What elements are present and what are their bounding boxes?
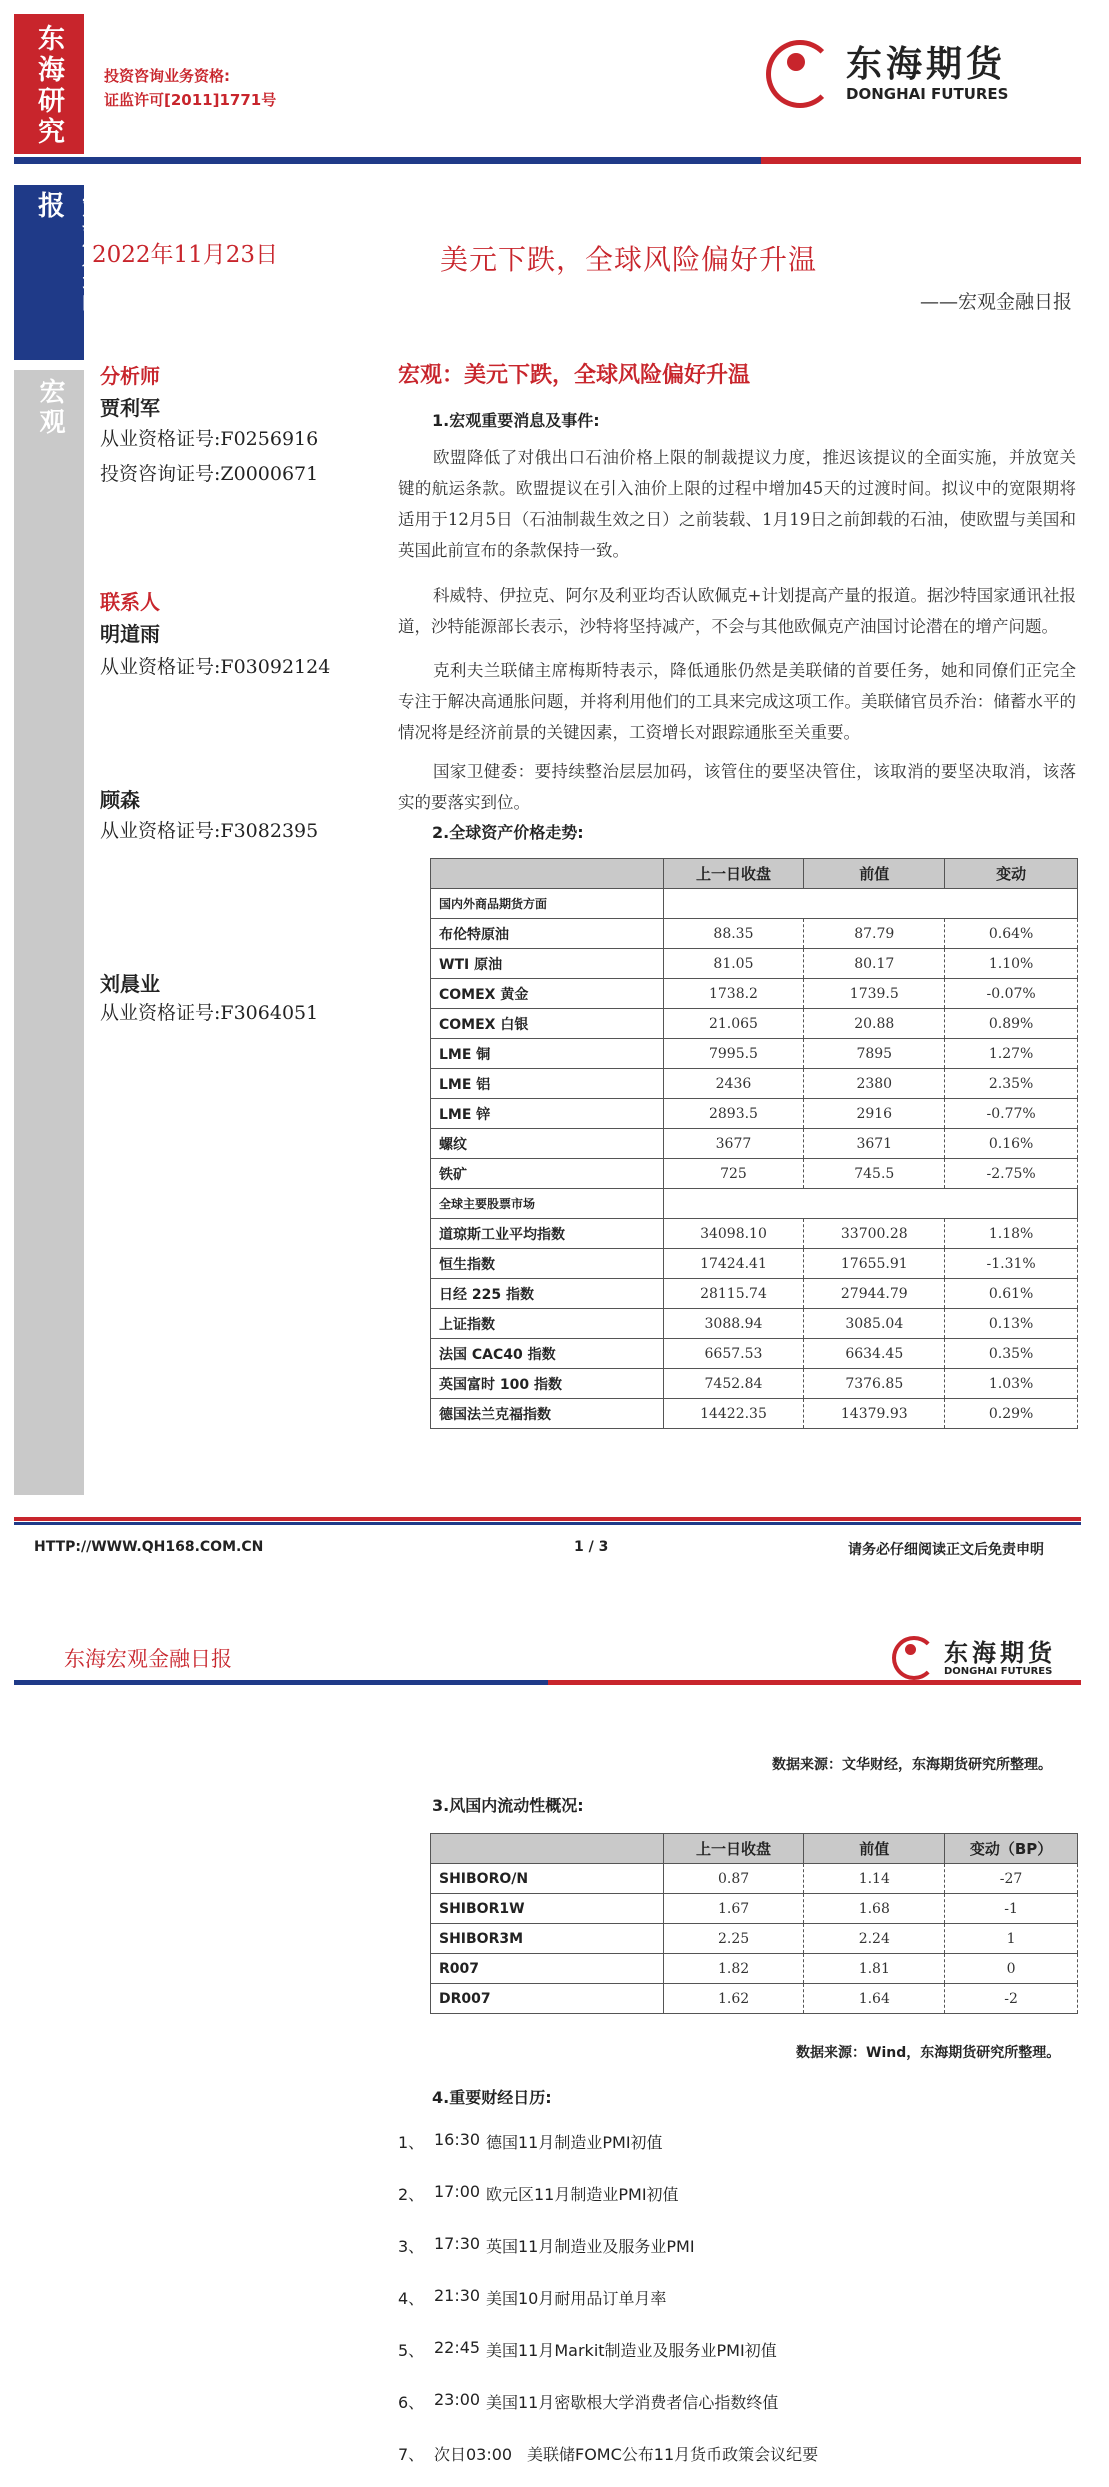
asset-name: LME 锌 [431, 1099, 664, 1129]
table-group-row [431, 1189, 1078, 1219]
calendar-heading: 4.重要财经日历: [432, 2088, 552, 2107]
table-row [431, 1369, 1078, 1399]
column-header [431, 859, 664, 889]
calendar-number: 2、 [398, 2185, 425, 2204]
logo-en: DONGHAI FUTURES [944, 1665, 1053, 1677]
table-row [431, 1279, 1078, 1309]
group-label: 国内外商品期货方面 [431, 889, 664, 919]
column-header: 上一日收盘 [663, 859, 804, 889]
header-stripe [14, 157, 1081, 169]
calendar-time: 次日03:00 [434, 2445, 513, 2464]
column-header [431, 1834, 664, 1864]
table-row [431, 1009, 1078, 1039]
cell-value: 81.05 [663, 949, 804, 979]
table-row [431, 1069, 1078, 1099]
cell-value: 7895 [804, 1039, 945, 1069]
report-type: 宏观金融日报 [33, 191, 108, 346]
analyst-cert1: 从业资格证号:F0256916 [100, 428, 319, 450]
cell-value: 7995.5 [663, 1039, 804, 1069]
liquidity-heading: 3.风国内流动性概况: [432, 1796, 584, 1815]
cell-value: 1.81 [804, 1954, 945, 1984]
cell-value: 3671 [804, 1129, 945, 1159]
calendar-number: 6、 [398, 2393, 425, 2412]
calendar-event: 美国11月Markit制造业及服务业PMI初值 [486, 2341, 777, 2360]
research-label: 东海研究 [33, 24, 64, 148]
cell-value: 2436 [663, 1069, 804, 1099]
qualification-line2: 证监许可[2011]1771号 [104, 91, 277, 109]
table-row [431, 979, 1078, 1009]
cell-value: 14379.93 [804, 1399, 945, 1429]
news-paragraph: 欧盟降低了对俄出口石油价格上限的制裁提议力度，推迟该提议的全面实施，并放宽关键的航运条款。欧盟提议在引入油价上限的过程中增加45天的过渡时间。拟议中的宽限期将适用于12月5日（石油制裁生效之日）之前装载、1月19日之前卸载的石油，使欧盟与美国和英国此前宣布的条款保持一致。 [398, 448, 1076, 560]
report-subtitle: ——宏观金融日报 [920, 291, 1073, 313]
cell-value: 1739.5 [804, 979, 945, 1009]
dragon-logo-icon [892, 1636, 936, 1680]
cell-value: 1738.2 [663, 979, 804, 1009]
calendar-number: 3、 [398, 2237, 425, 2256]
table-row [431, 919, 1078, 949]
asset-name: 铁矿 [431, 1159, 664, 1189]
table-header-row [431, 859, 1078, 889]
cell-value: 33700.28 [804, 1219, 945, 1249]
cell-value: 3677 [663, 1129, 804, 1159]
asset-name: WTI 原油 [431, 949, 664, 979]
cell-value: 745.5 [804, 1159, 945, 1189]
category: 宏观 [35, 378, 65, 438]
cell-value: 2.35% [945, 1069, 1078, 1099]
asset-name: 法国 CAC40 指数 [431, 1339, 664, 1369]
calendar-time: 17:30 [434, 2234, 481, 2253]
cell-value: -1 [945, 1894, 1078, 1924]
cell-value: 1 [945, 1924, 1078, 1954]
research-label-block [14, 14, 84, 154]
page2-logo [892, 1636, 1056, 1680]
cell-value: 20.88 [804, 1009, 945, 1039]
table-header-row [431, 1834, 1078, 1864]
cell-value: 21.065 [663, 1009, 804, 1039]
table-row [431, 1159, 1078, 1189]
cell-value: 87.79 [804, 919, 945, 949]
table-row [431, 1339, 1078, 1369]
cell-value: 2380 [804, 1069, 945, 1099]
contact-name: 顾森 [100, 788, 140, 812]
footer-disclaimer: 请务必仔细阅读正文后免责申明 [848, 1542, 1044, 1558]
cell-value: -27 [945, 1864, 1078, 1894]
table-group-row [431, 889, 1078, 919]
category-block [14, 370, 84, 1495]
cell-value: 0 [945, 1954, 1078, 1984]
contact-cert: 从业资格证号:F03092124 [100, 656, 331, 678]
contact-cert: 从业资格证号:F3064051 [100, 1002, 319, 1024]
table-row [431, 1219, 1078, 1249]
cell-value: 725 [663, 1159, 804, 1189]
cell-value: 28115.74 [663, 1279, 804, 1309]
contact-name: 明道雨 [100, 622, 160, 646]
cell-value: 1.03% [945, 1369, 1078, 1399]
rate-name: R007 [431, 1954, 664, 1984]
cell-value: 34098.10 [663, 1219, 804, 1249]
page-number: 1 / 3 [574, 1539, 609, 1555]
table-row [431, 949, 1078, 979]
cell-value: 0.87 [663, 1864, 804, 1894]
asset-name: 上证指数 [431, 1309, 664, 1339]
table-row [431, 1249, 1078, 1279]
price-table-body [431, 859, 1078, 1429]
cell-value: 2893.5 [663, 1099, 804, 1129]
cell-value: 17655.91 [804, 1249, 945, 1279]
table-row [431, 1099, 1078, 1129]
table-row [431, 1039, 1078, 1069]
cell-value: 27944.79 [804, 1279, 945, 1309]
calendar-number: 5、 [398, 2341, 425, 2360]
asset-name: LME 铜 [431, 1039, 664, 1069]
cell-value: 6634.45 [804, 1339, 945, 1369]
cell-value: -1.31% [945, 1249, 1078, 1279]
report-type-block [14, 185, 108, 360]
calendar-time: 16:30 [434, 2130, 481, 2149]
table-row [431, 1954, 1078, 1984]
cell-value: 2916 [804, 1099, 945, 1129]
column-header: 前值 [804, 859, 945, 889]
price-table [430, 858, 1078, 1429]
calendar-event: 美联储FOMC公布11月货币政策会议纪要 [527, 2445, 819, 2464]
cell-value: 0.89% [945, 1009, 1078, 1039]
cell-value: 1.68 [804, 1894, 945, 1924]
cell-value: 1.62 [663, 1984, 804, 2014]
section-title: 宏观：美元下跌，全球风险偏好升温 [398, 362, 751, 388]
group-label: 全球主要股票市场 [431, 1189, 664, 1219]
cell-value: 1.10% [945, 949, 1078, 979]
news-paragraph: 克利夫兰联储主席梅斯特表示，降低通胀仍然是美联储的首要任务，她和同僚们正完全专注于解决高通胀问题，并将利用他们的工具来完成这项工作。美联储官员乔治：储蓄水平的情况将是经济前景的关键因素，工资增长对跟踪通胀至关重要。 [398, 661, 1076, 742]
report-title: 美元下跌，全球风险偏好升温 [440, 243, 818, 276]
asset-name: 恒生指数 [431, 1249, 664, 1279]
asset-name: LME 铝 [431, 1069, 664, 1099]
cell-value: 80.17 [804, 949, 945, 979]
calendar-event: 美国11月密歇根大学消费者信心指数终值 [486, 2393, 779, 2412]
column-header: 变动 [945, 859, 1078, 889]
calendar-time: 21:30 [434, 2286, 481, 2305]
table-row [431, 1864, 1078, 1894]
asset-name: 道琼斯工业平均指数 [431, 1219, 664, 1249]
table-row [431, 1399, 1078, 1429]
calendar-number: 7、 [398, 2445, 425, 2464]
cell-value: 14422.35 [663, 1399, 804, 1429]
cell-value: 7452.84 [663, 1369, 804, 1399]
company-logo [766, 40, 1008, 108]
dragon-logo-icon [766, 40, 834, 108]
rate-name: SHIBORO/N [431, 1864, 664, 1894]
calendar-number: 1、 [398, 2133, 425, 2152]
logo-cn: 东海期货 [944, 1638, 1056, 1667]
cell-value: 1.18% [945, 1219, 1078, 1249]
calendar-time: 17:00 [434, 2182, 481, 2201]
page2-stripe [14, 1680, 1081, 1686]
cell-value: -0.77% [945, 1099, 1078, 1129]
liquidity-table [430, 1833, 1078, 2014]
cell-value: 17424.41 [663, 1249, 804, 1279]
qualification-line1: 投资咨询业务资格: [104, 67, 230, 85]
cell-value: 0.16% [945, 1129, 1078, 1159]
asset-name: 布伦特原油 [431, 919, 664, 949]
column-header: 前值 [804, 1834, 945, 1864]
table-row [431, 1129, 1078, 1159]
calendar-time: 23:00 [434, 2390, 481, 2409]
table-row [431, 1309, 1078, 1339]
cell-value: 3085.04 [804, 1309, 945, 1339]
asset-name: 英国富时 100 指数 [431, 1369, 664, 1399]
news-heading: 1.宏观重要消息及事件: [432, 411, 600, 430]
group-spacer [663, 1189, 1077, 1219]
cell-value: -2 [945, 1984, 1078, 2014]
cell-value: 2.25 [663, 1924, 804, 1954]
cell-value: 1.14 [804, 1864, 945, 1894]
column-header: 变动（BP） [945, 1834, 1078, 1864]
analyst-cert2: 投资咨询证号:Z0000671 [100, 463, 319, 485]
contact-cert: 从业资格证号:F3082395 [100, 820, 319, 842]
asset-name: 螺纹 [431, 1129, 664, 1159]
cell-value: 2.24 [804, 1924, 945, 1954]
logo-en: DONGHAI FUTURES [846, 85, 1009, 103]
news-paragraph: 科威特、伊拉克、阿尔及利亚均否认欧佩克+计划提高产量的报道。据沙特国家通讯社报道，沙特能源部长表示，沙特将坚持减产，不会与其他欧佩克产油国讨论潜在的增产问题。 [398, 586, 1076, 636]
contact-name: 刘晨业 [100, 972, 160, 996]
data-source: 数据来源：Wind，东海期货研究所整理。 [796, 2045, 1061, 2061]
footer-stripe [14, 1517, 1081, 1527]
table-row [431, 1924, 1078, 1954]
cell-value: 0.13% [945, 1309, 1078, 1339]
calendar-event: 英国11月制造业及服务业PMI [486, 2237, 695, 2256]
data-source: 数据来源：文华财经，东海期货研究所整理。 [772, 1757, 1052, 1773]
page2-header-title: 东海宏观金融日报 [64, 1647, 232, 1671]
calendar-event: 美国10月耐用品订单月率 [486, 2289, 667, 2308]
footer-url[interactable]: HTTP://WWW.QH168.COM.CN [34, 1539, 264, 1555]
rate-name: SHIBOR1W [431, 1894, 664, 1924]
cell-value: -0.07% [945, 979, 1078, 1009]
cell-value: 1.67 [663, 1894, 804, 1924]
table-row [431, 1984, 1078, 2014]
asset-name: 德国法兰克福指数 [431, 1399, 664, 1429]
cell-value: 1.27% [945, 1039, 1078, 1069]
calendar-time: 22:45 [434, 2338, 481, 2357]
analyst-heading: 分析师 [100, 364, 160, 388]
liquidity-table-body [431, 1834, 1078, 2014]
logo-cn: 东海期货 [846, 44, 1007, 85]
report-date: 2022年11月23日 [92, 242, 279, 268]
contact-heading: 联系人 [100, 590, 160, 614]
rate-name: DR007 [431, 1984, 664, 2014]
column-header: 上一日收盘 [663, 1834, 804, 1864]
cell-value: 3088.94 [663, 1309, 804, 1339]
cell-value: 88.35 [663, 919, 804, 949]
cell-value: 1.64 [804, 1984, 945, 2014]
asset-name: COMEX 黄金 [431, 979, 664, 1009]
calendar-number: 4、 [398, 2289, 425, 2308]
rate-name: SHIBOR3M [431, 1924, 664, 1954]
cell-value: -2.75% [945, 1159, 1078, 1189]
cell-value: 0.29% [945, 1399, 1078, 1429]
table-row [431, 1894, 1078, 1924]
price-heading: 2.全球资产价格走势: [432, 823, 584, 842]
calendar-event: 欧元区11月制造业PMI初值 [486, 2185, 679, 2204]
cell-value: 1.82 [663, 1954, 804, 1984]
asset-name: COMEX 白银 [431, 1009, 664, 1039]
calendar-event: 德国11月制造业PMI初值 [486, 2133, 663, 2152]
cell-value: 0.35% [945, 1339, 1078, 1369]
cell-value: 0.64% [945, 919, 1078, 949]
group-spacer [663, 889, 1077, 919]
cell-value: 6657.53 [663, 1339, 804, 1369]
qualification [104, 64, 276, 112]
asset-name: 日经 225 指数 [431, 1279, 664, 1309]
cell-value: 0.61% [945, 1279, 1078, 1309]
news-paragraph: 国家卫健委：要持续整治层层加码，该管住的要坚决管住，该取消的要坚决取消，该落实的要落实到位。 [398, 762, 1076, 812]
analyst-name: 贾利军 [100, 396, 160, 420]
cell-value: 7376.85 [804, 1369, 945, 1399]
